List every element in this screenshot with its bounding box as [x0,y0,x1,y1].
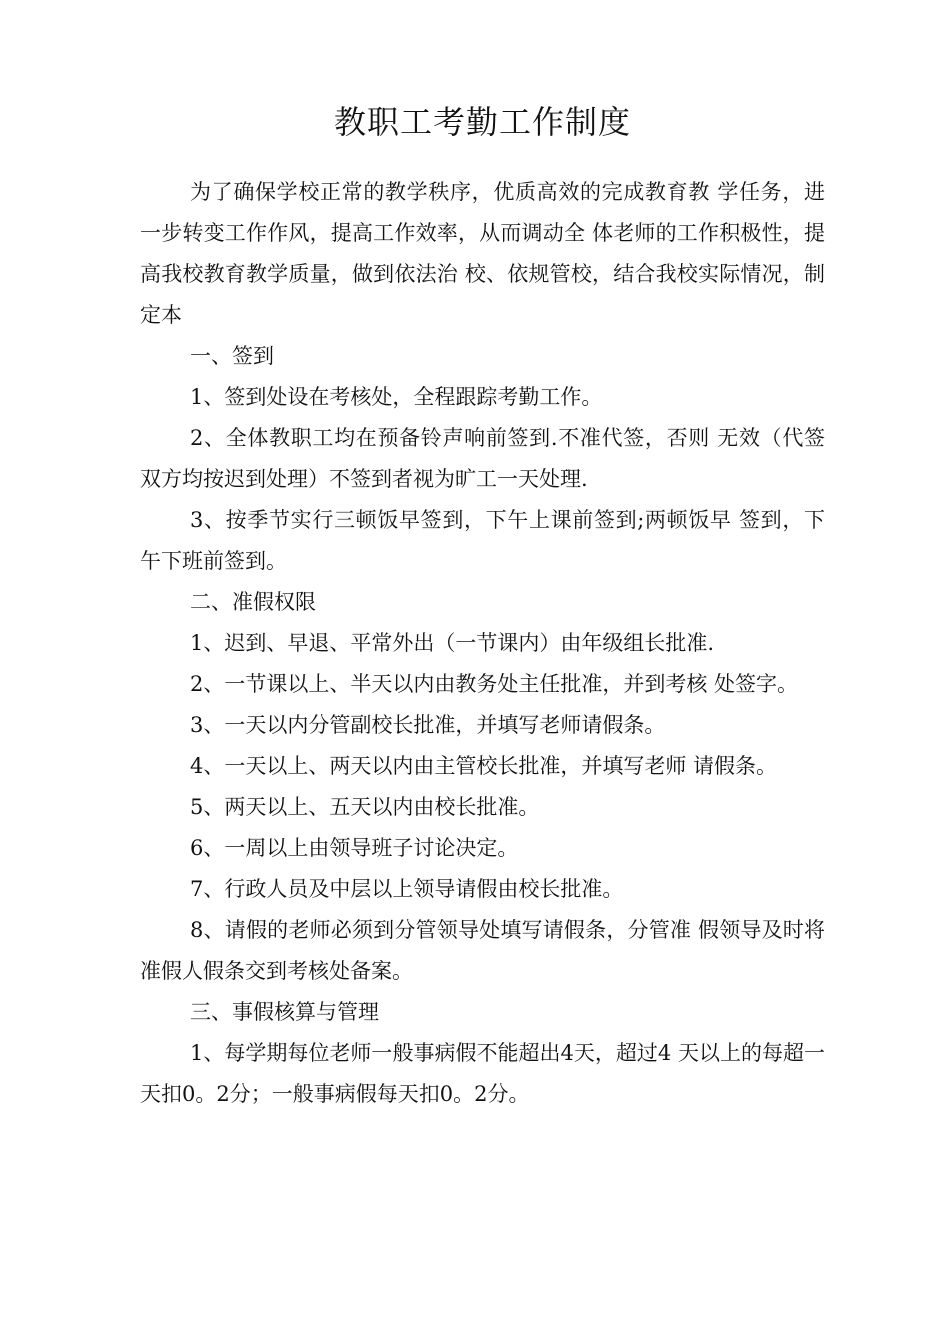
paragraph-item: 4、一天以上、两天以内由主管校长批准，并填写老师 请假条。 [190,754,778,778]
section-heading-leave-accounting: 三、事假核算与管理 [190,1000,379,1024]
paragraph-item: 1、迟到、早退、平常外出（一节课内）由年级组长批准. [190,631,715,655]
paragraph-item: 7、行政人员及中层以上领导请假由校长批准。 [190,877,624,901]
section-heading-leave-authority: 二、准假权限 [190,590,316,614]
paragraph-item: 3、按季节实行三顿饭早签到，下午上课前签到;两顿饭早 签到，下午下班前签到。 [140,508,825,573]
intro-paragraph: 为了确保学校正常的教学秩序，优质高效的完成教育教 学任务，进一步转变工作作风，提高工作效率，从而调动全 体老师的工作积极性，提高我校教育教学质量，做到依法治 校、依规管校，结合我校实际情况，制定本 [140,180,825,327]
document-title: 教职工考勤工作制度 [333,103,631,141]
paragraph-item: 1、每学期每位老师一般事病假不能超出4天，超过4 天以上的每超一天扣0。2分；一般事病假每天扣0。2分。 [140,1041,825,1106]
paragraph-item: 6、一周以上由领导班子讨论决定。 [190,836,519,860]
paragraph-item: 1、签到处设在考核处，全程跟踪考勤工作。 [190,385,603,409]
paragraph-item: 5、两天以上、五天以内由校长批准。 [190,795,540,819]
section-heading-sign-in: 一、签到 [190,344,274,368]
paragraph-item: 2、一节课以上、半天以内由教务处主任批准，并到考核 处签字。 [190,672,799,696]
document-body [140,172,825,1115]
paragraph-item: 2、全体教职工均在预备铃声响前签到.不准代签，否则 无效（代签双方均按迟到处理）不签到者视为旷工一天处理. [140,426,825,491]
paragraph-item: 3、一天以内分管副校长批准，并填写老师请假条。 [190,713,666,737]
paragraph-item: 8、请假的老师必须到分管领导处填写请假条，分管准 假领导及时将准假人假条交到考核处备案。 [140,918,825,983]
